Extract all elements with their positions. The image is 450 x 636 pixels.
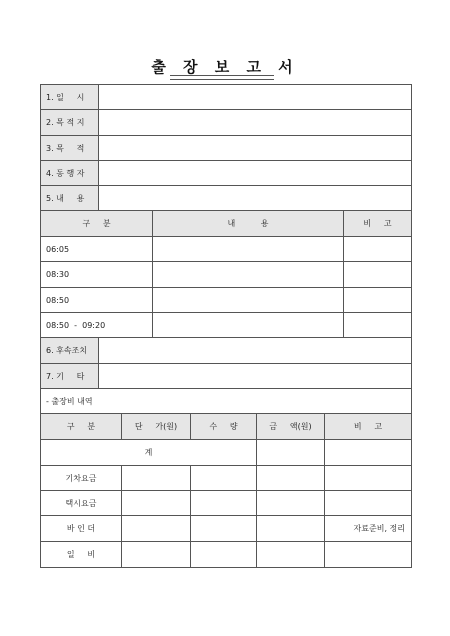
info-row xyxy=(41,186,412,211)
expense-header-unit-price: 단 가(원) xyxy=(122,414,191,440)
expense-header-quantity: 수 량 xyxy=(191,414,257,440)
expense-caption-row xyxy=(41,389,412,414)
expense-table xyxy=(40,413,412,568)
expense-total-row xyxy=(41,440,412,466)
schedule-time: 08:30 xyxy=(41,262,153,288)
schedule-time: 06:05 xyxy=(41,237,153,262)
document-title: 출 장 보 고 서 xyxy=(151,58,299,76)
expense-row xyxy=(41,542,412,568)
info-label: 4. 동 행 자 xyxy=(41,161,99,186)
expense-category: 택시요금 xyxy=(41,491,122,516)
schedule-header-category: 구 분 xyxy=(41,211,153,237)
expense-unit-price[interactable] xyxy=(122,491,191,516)
expense-total-amount[interactable] xyxy=(257,440,325,466)
expense-row xyxy=(41,491,412,516)
info-table xyxy=(40,84,412,211)
schedule-time: 08:50 - 09:20 xyxy=(41,313,153,338)
schedule-header-content: 내 용 xyxy=(153,211,344,237)
info-value[interactable] xyxy=(99,186,412,211)
expense-total-label: 계 xyxy=(41,440,257,466)
schedule-content[interactable] xyxy=(153,288,344,313)
info-value[interactable] xyxy=(99,136,412,161)
expense-row xyxy=(41,466,412,491)
title-underline xyxy=(170,75,274,80)
expense-header-category: 구 분 xyxy=(41,414,122,440)
extra-table xyxy=(40,337,412,414)
expense-quantity[interactable] xyxy=(191,466,257,491)
info-value[interactable] xyxy=(99,85,412,110)
expense-header-amount: 금 액(원) xyxy=(257,414,325,440)
expense-note[interactable] xyxy=(325,466,412,491)
schedule-note[interactable] xyxy=(344,288,412,313)
info-label: 3. 목 적 xyxy=(41,136,99,161)
expense-category: 바 인 더 xyxy=(41,516,122,542)
schedule-row xyxy=(41,288,412,313)
other-value[interactable] xyxy=(99,364,412,389)
expense-note[interactable] xyxy=(325,542,412,568)
info-row xyxy=(41,85,412,110)
followup-row xyxy=(41,338,412,364)
expense-total-note[interactable] xyxy=(325,440,412,466)
schedule-note[interactable] xyxy=(344,237,412,262)
expense-unit-price[interactable] xyxy=(122,542,191,568)
expense-note[interactable] xyxy=(325,491,412,516)
other-label: 7. 기 타 xyxy=(41,364,99,389)
expense-unit-price[interactable] xyxy=(122,516,191,542)
schedule-header-row xyxy=(41,211,412,237)
info-label: 2. 목 적 지 xyxy=(41,110,99,136)
expense-unit-price[interactable] xyxy=(122,466,191,491)
schedule-table xyxy=(40,210,412,338)
schedule-header-note: 비 고 xyxy=(344,211,412,237)
expense-quantity[interactable] xyxy=(191,542,257,568)
expense-category: 기차요금 xyxy=(41,466,122,491)
expense-quantity[interactable] xyxy=(191,491,257,516)
info-row xyxy=(41,110,412,136)
schedule-note[interactable] xyxy=(344,262,412,288)
schedule-time: 08:50 xyxy=(41,288,153,313)
followup-label: 6. 후속조치 xyxy=(41,338,99,364)
expense-amount[interactable] xyxy=(257,542,325,568)
schedule-content[interactable] xyxy=(153,313,344,338)
schedule-row xyxy=(41,237,412,262)
schedule-note[interactable] xyxy=(344,313,412,338)
expense-header-note: 비 고 xyxy=(325,414,412,440)
info-value[interactable] xyxy=(99,161,412,186)
other-row xyxy=(41,364,412,389)
expense-amount[interactable] xyxy=(257,491,325,516)
expense-header-row xyxy=(41,414,412,440)
expense-category: 일 비 xyxy=(41,542,122,568)
info-row xyxy=(41,136,412,161)
info-value[interactable] xyxy=(99,110,412,136)
schedule-row xyxy=(41,262,412,288)
expense-row xyxy=(41,516,412,542)
info-label: 5. 내 용 xyxy=(41,186,99,211)
schedule-content[interactable] xyxy=(153,237,344,262)
followup-value[interactable] xyxy=(99,338,412,364)
expense-quantity[interactable] xyxy=(191,516,257,542)
info-row xyxy=(41,161,412,186)
expense-caption: - 출장비 내역 xyxy=(41,389,412,414)
schedule-row xyxy=(41,313,412,338)
schedule-content[interactable] xyxy=(153,262,344,288)
info-label: 1. 일 시 xyxy=(41,85,99,110)
expense-amount[interactable] xyxy=(257,516,325,542)
expense-note[interactable]: 자료준비, 정리 xyxy=(325,516,412,542)
expense-amount[interactable] xyxy=(257,466,325,491)
